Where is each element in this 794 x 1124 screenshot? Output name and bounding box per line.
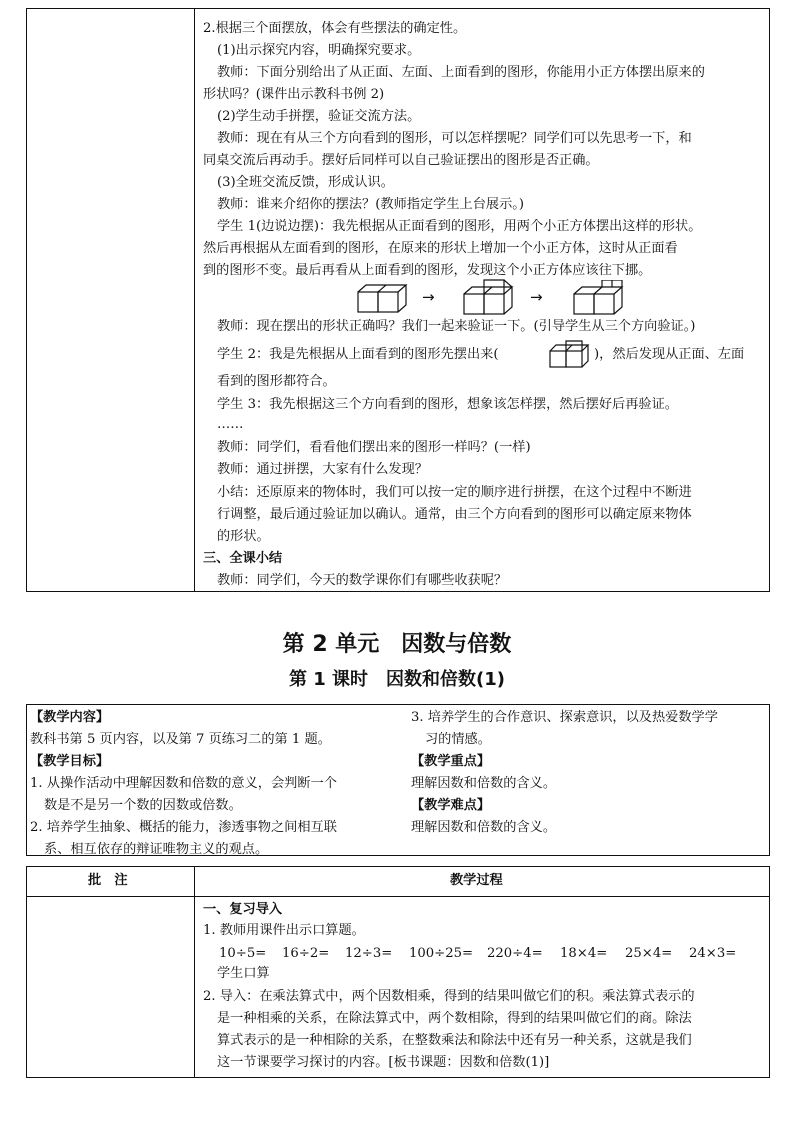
top-line-20: 小结：还原原来的物体时，我们可以按一定的顺序进行拼摆，在这个过程中不断进: [217, 485, 692, 500]
top-line-18: 教师：同学们，看看他们摆出来的图形一样吗？(一样): [217, 440, 531, 455]
top-line-10: 学生 1(边说边摆)：我先根据从正面看到的图形，用两个小正方体摆出这样的形状。: [217, 219, 702, 234]
top-line-17: ……: [217, 417, 244, 432]
top-line-8: (3)全班交流反馈，形成认识。: [217, 175, 394, 190]
section3-line: 教师：同学们，今天的数学课你们有哪些收获呢？: [217, 573, 508, 588]
lesson-title: 第 1 课时 因数和倍数(1): [288, 669, 506, 690]
item-2-line-3: 算式表示的是一种相除的关系，在整数乘法和除法中还有另一种关系，这就是我们: [217, 1033, 692, 1048]
goal-2a: 2. 培养学生抽象、概括的能力，渗透事物之间相互联: [30, 820, 337, 835]
equation: 18×4=: [560, 946, 608, 961]
item-2-line-2: 是一种相乘的关系，在除法算式中，两个数相除，得到的结果叫做它们的商。除法: [217, 1011, 692, 1026]
top-line-2: (1)出示探究内容，明确探究要求。: [217, 43, 421, 58]
equation: 100÷25=: [409, 946, 474, 961]
top-line-1: 2.根据三个面摆放，体会有些摆法的确定性。: [203, 21, 467, 36]
oral-calc: 学生口算: [217, 966, 270, 981]
top-line-16: 学生 3：我先根据这三个方向看到的图形，想象该怎样摆，然后摆好后再验证。: [217, 397, 678, 412]
col-process-header: 教学过程: [450, 873, 503, 888]
difficulty-heading: 【教学难点】: [411, 798, 491, 813]
equation: 16÷2=: [282, 946, 330, 961]
cube-figure-step-3: [572, 280, 628, 316]
equation: 24×3=: [689, 946, 737, 961]
equation: 12÷3=: [345, 946, 393, 961]
student2-prefix: 学生 2：我是先根据从上面看到的图形先摆出来(: [217, 347, 499, 362]
top-line-21: 行调整，最后通过验证加以确认。通常，由三个方向看到的图形可以确定原来物体: [217, 507, 692, 522]
content-heading: 【教学内容】: [30, 710, 110, 725]
item-2-line-4: 这一节课要学习探讨的内容。[板书课题：因数和倍数(1)]: [217, 1055, 550, 1070]
top-line-7: 同桌交流后再动手。摆好后同样可以自己验证摆出的图形是否正确。: [203, 153, 599, 168]
top-line-11: 然后再根据从左面看到的图形，在原来的形状上增加一个小正方体，这时从正面看: [203, 241, 678, 256]
section3-heading: 三、全课小结: [203, 551, 283, 566]
top-line-4: 形状吗？(课件出示教科书例 2): [203, 87, 385, 102]
unit-title: 第 2 单元 因数与倍数: [282, 632, 512, 657]
equation: 10÷5=: [219, 946, 267, 961]
difficulty-text: 理解因数和倍数的含义。: [411, 820, 557, 835]
item-1: 1. 教师用课件出示口算题。: [203, 923, 365, 938]
top-line-15: 看到的图形都符合。: [217, 374, 336, 389]
cube-figure-step-2: [462, 278, 518, 316]
process-table-divider: [194, 866, 195, 1078]
content-text: 教科书第 5 页内容，以及第 7 页练习二的第 1 题。: [30, 732, 331, 747]
arrow-icon: →: [530, 288, 543, 306]
key-heading: 【教学重点】: [411, 754, 491, 769]
col-notes-header: 批 注: [88, 873, 128, 888]
equation: 25×4=: [625, 946, 673, 961]
goal-1b: 数是不是另一个数的因数或倍数。: [44, 798, 242, 813]
goal-1a: 1. 从操作活动中理解因数和倍数的意义，会判断一个: [30, 776, 337, 791]
arrow-icon: →: [422, 288, 435, 306]
equation: 220÷4=: [487, 946, 543, 961]
goal-2b: 系、相互依存的辩证唯物主义的观点。: [44, 842, 269, 857]
process-table-header-line: [26, 896, 770, 897]
top-line-9: 教师：谁来介绍你的摆法？(教师指定学生上台展示。): [217, 197, 525, 212]
goals-heading: 【教学目标】: [30, 754, 110, 769]
top-line-3: 教师：下面分别给出了从正面、左面、上面看到的图形，你能用小正方体摆出原来的: [217, 65, 705, 80]
top-line-5: (2)学生动手拼摆，验证交流方法。: [217, 109, 421, 124]
cube-figure-top-view: [548, 339, 590, 369]
goal-3b: 习的情感。: [425, 732, 491, 747]
top-line-22: 的形状。: [217, 529, 270, 544]
top-line-6: 教师：现在有从三个方向看到的图形，可以怎样摆呢？同学们可以先思考一下，和: [217, 131, 692, 146]
review-heading: 一、复习导入: [203, 902, 283, 917]
goal-3a: 3. 培养学生的合作意识、探索意识，以及热爱数学学: [411, 710, 718, 725]
top-line-19: 教师：通过拼摆，大家有什么发现？: [217, 462, 428, 477]
key-text: 理解因数和倍数的含义。: [411, 776, 557, 791]
top-line-12: 到的图形不变。最后再看从上面看到的图形，发现这个小正方体应该往下挪。: [203, 263, 652, 278]
student2-suffix: )，然后发现从正面、左面: [594, 347, 745, 362]
top-table-divider: [194, 8, 195, 592]
item-2-line-1: 2. 导入：在乘法算式中，两个因数相乘，得到的结果叫做它们的积。乘法算式表示的: [203, 989, 695, 1004]
top-line-13: 教师：现在摆出的形状正确吗？我们一起来验证一下。(引导学生从三个方向验证。): [217, 319, 696, 334]
cube-figure-step-1: [356, 282, 408, 314]
